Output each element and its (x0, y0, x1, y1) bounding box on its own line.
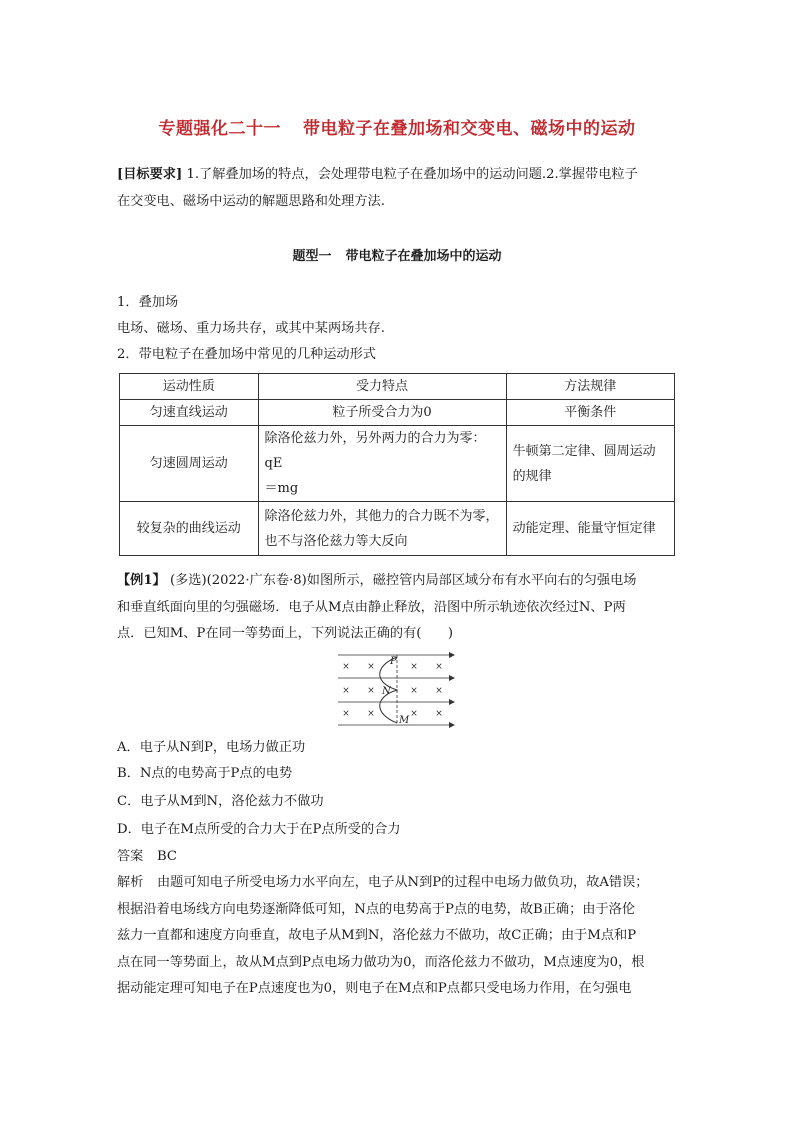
analysis (117, 870, 649, 1003)
cross-mark: × (435, 686, 443, 696)
point-label-p: P (390, 656, 397, 667)
cross-mark: × (367, 709, 375, 719)
table-cell-line: ＝mg (264, 481, 299, 496)
analysis-label: 解析 (117, 875, 144, 890)
magnetron-figure (336, 650, 456, 730)
cross-mark: × (410, 662, 418, 672)
objective-label: [目标要求] (117, 167, 183, 182)
table-cell-line: 除洛伦兹力外，另外两力的合力为零：qE (264, 431, 486, 471)
cross-mark: × (342, 686, 350, 696)
analysis-line: 兹力一直都和速度方向垂直，故电子从M到N，洛伦兹力不做功，故C正确；由于M点和P (117, 928, 637, 943)
objective-line-1: 1.了解叠加场的特点，会处理带电粒子在叠加场中的运动问题.2.掌握带电粒子 (186, 167, 638, 182)
table-cell-line: 牛顿第二定律、圆周运动 (512, 443, 656, 459)
analysis-line: 由题可知电子所受电场力水平向左，电子从N到P的过程中电场力做负功，故A错误； (157, 875, 649, 890)
answer-label: 答案 (117, 849, 144, 864)
objectives (117, 162, 638, 215)
example-stem-line: (多选)(2022·广东卷·8)如图所示，磁控管内局部区域分布有水平向右的匀强电场 (169, 573, 637, 588)
cross-mark: × (435, 709, 443, 719)
page-title (0, 114, 794, 139)
table-header-cell: 受力特点 (258, 374, 506, 400)
table-cell-line: 也不与洛伦兹力等大反向 (264, 533, 408, 549)
table-row (120, 502, 675, 556)
example-stem (117, 568, 637, 648)
section-heading (0, 245, 794, 264)
table-cell-motion: 匀速直线运动 (120, 400, 259, 426)
analysis-line: 根据沿着电场线方向电势逐渐降低可知，N点的电势高于P点的电势，故B正确；由于洛伦 (117, 901, 636, 917)
example-stem-line: 和垂直纸面向里的匀强磁场．电子从M点由静止释放，沿图中所示轨迹依次经过N、P两 (117, 599, 626, 615)
motion-table (119, 373, 675, 556)
table-header-row (120, 374, 675, 400)
point-1-heading: 1．叠加场 (117, 295, 179, 310)
table-cell-method: 平衡条件 (506, 400, 674, 426)
table-row (120, 426, 675, 502)
section-title: 带电粒子在叠加场中的运动 (345, 249, 502, 264)
table-cell-force (258, 426, 506, 502)
arrow-head (449, 675, 455, 681)
cross-mark: × (367, 662, 375, 672)
table-cell-line: 的规律 (512, 468, 552, 484)
title-main: 专题强化二十一 (158, 119, 281, 139)
analysis-line: 点在同一等势面上，故从M点到P点电场力做功为0，而洛伦兹力不做功，M点速度为0，根 (117, 954, 645, 970)
table-cell-force (258, 502, 506, 556)
field-arrows (449, 652, 455, 728)
section-label: 题型一 (292, 249, 332, 264)
cross-mark: × (342, 662, 350, 672)
arrow-head (449, 699, 455, 705)
example-stem-line: 点．已知M、P在同一等势面上，下列说法正确的有( ) (117, 626, 453, 641)
cross-mark: × (410, 686, 418, 696)
arrow-head (449, 652, 455, 658)
option-b: B．N点的电势高于P点的电势 (117, 766, 293, 781)
table-cell-motion: 较复杂的曲线运动 (120, 502, 259, 556)
cross-mark: × (367, 686, 375, 696)
table-cell-method: 动能定理、能量守恒定律 (506, 502, 674, 556)
cross-mark: × (410, 709, 418, 719)
example-label: 【例1】 (117, 573, 166, 588)
option-c: C．电子从M到N，洛伦兹力不做功 (117, 794, 324, 809)
cross-mark: × (342, 709, 350, 719)
title-sub: 带电粒子在叠加场和交变电、磁场中的运动 (303, 119, 636, 139)
table-cell-method (506, 426, 674, 502)
option-a: A．电子从N到P，电场力做正功 (117, 740, 306, 755)
point-1-body: 电场、磁场、重力场共存，或其中某两场共存. (117, 321, 385, 336)
cross-mark: × (435, 662, 443, 672)
table-row (120, 400, 675, 426)
table-header-cell: 运动性质 (120, 374, 259, 400)
table-cell-motion: 匀速圆周运动 (120, 426, 259, 502)
table-header-cell: 方法规律 (506, 374, 674, 400)
objective-line-2: 在交变电、磁场中运动的解题思路和处理方法. (117, 193, 385, 209)
table-cell-force: 粒子所受合力为0 (258, 400, 506, 426)
arrow-head (449, 722, 455, 728)
answer-line (117, 844, 177, 871)
point-label-m: M (399, 715, 410, 726)
table-cell-line: 除洛伦兹力外，其他力的合力既不为零， (264, 508, 499, 524)
option-d: D．电子在M点所受的合力大于在P点所受的合力 (117, 822, 401, 837)
analysis-line: 据动能定理可知电子在P点速度也为0，则电子在M点和P点都只受电场力作用，在匀强电 (117, 981, 632, 996)
answer-value: BC (157, 849, 178, 864)
point-label-n: N (382, 686, 391, 697)
point-2-heading: 2．带电粒子在叠加场中常见的几种运动形式 (117, 347, 376, 362)
